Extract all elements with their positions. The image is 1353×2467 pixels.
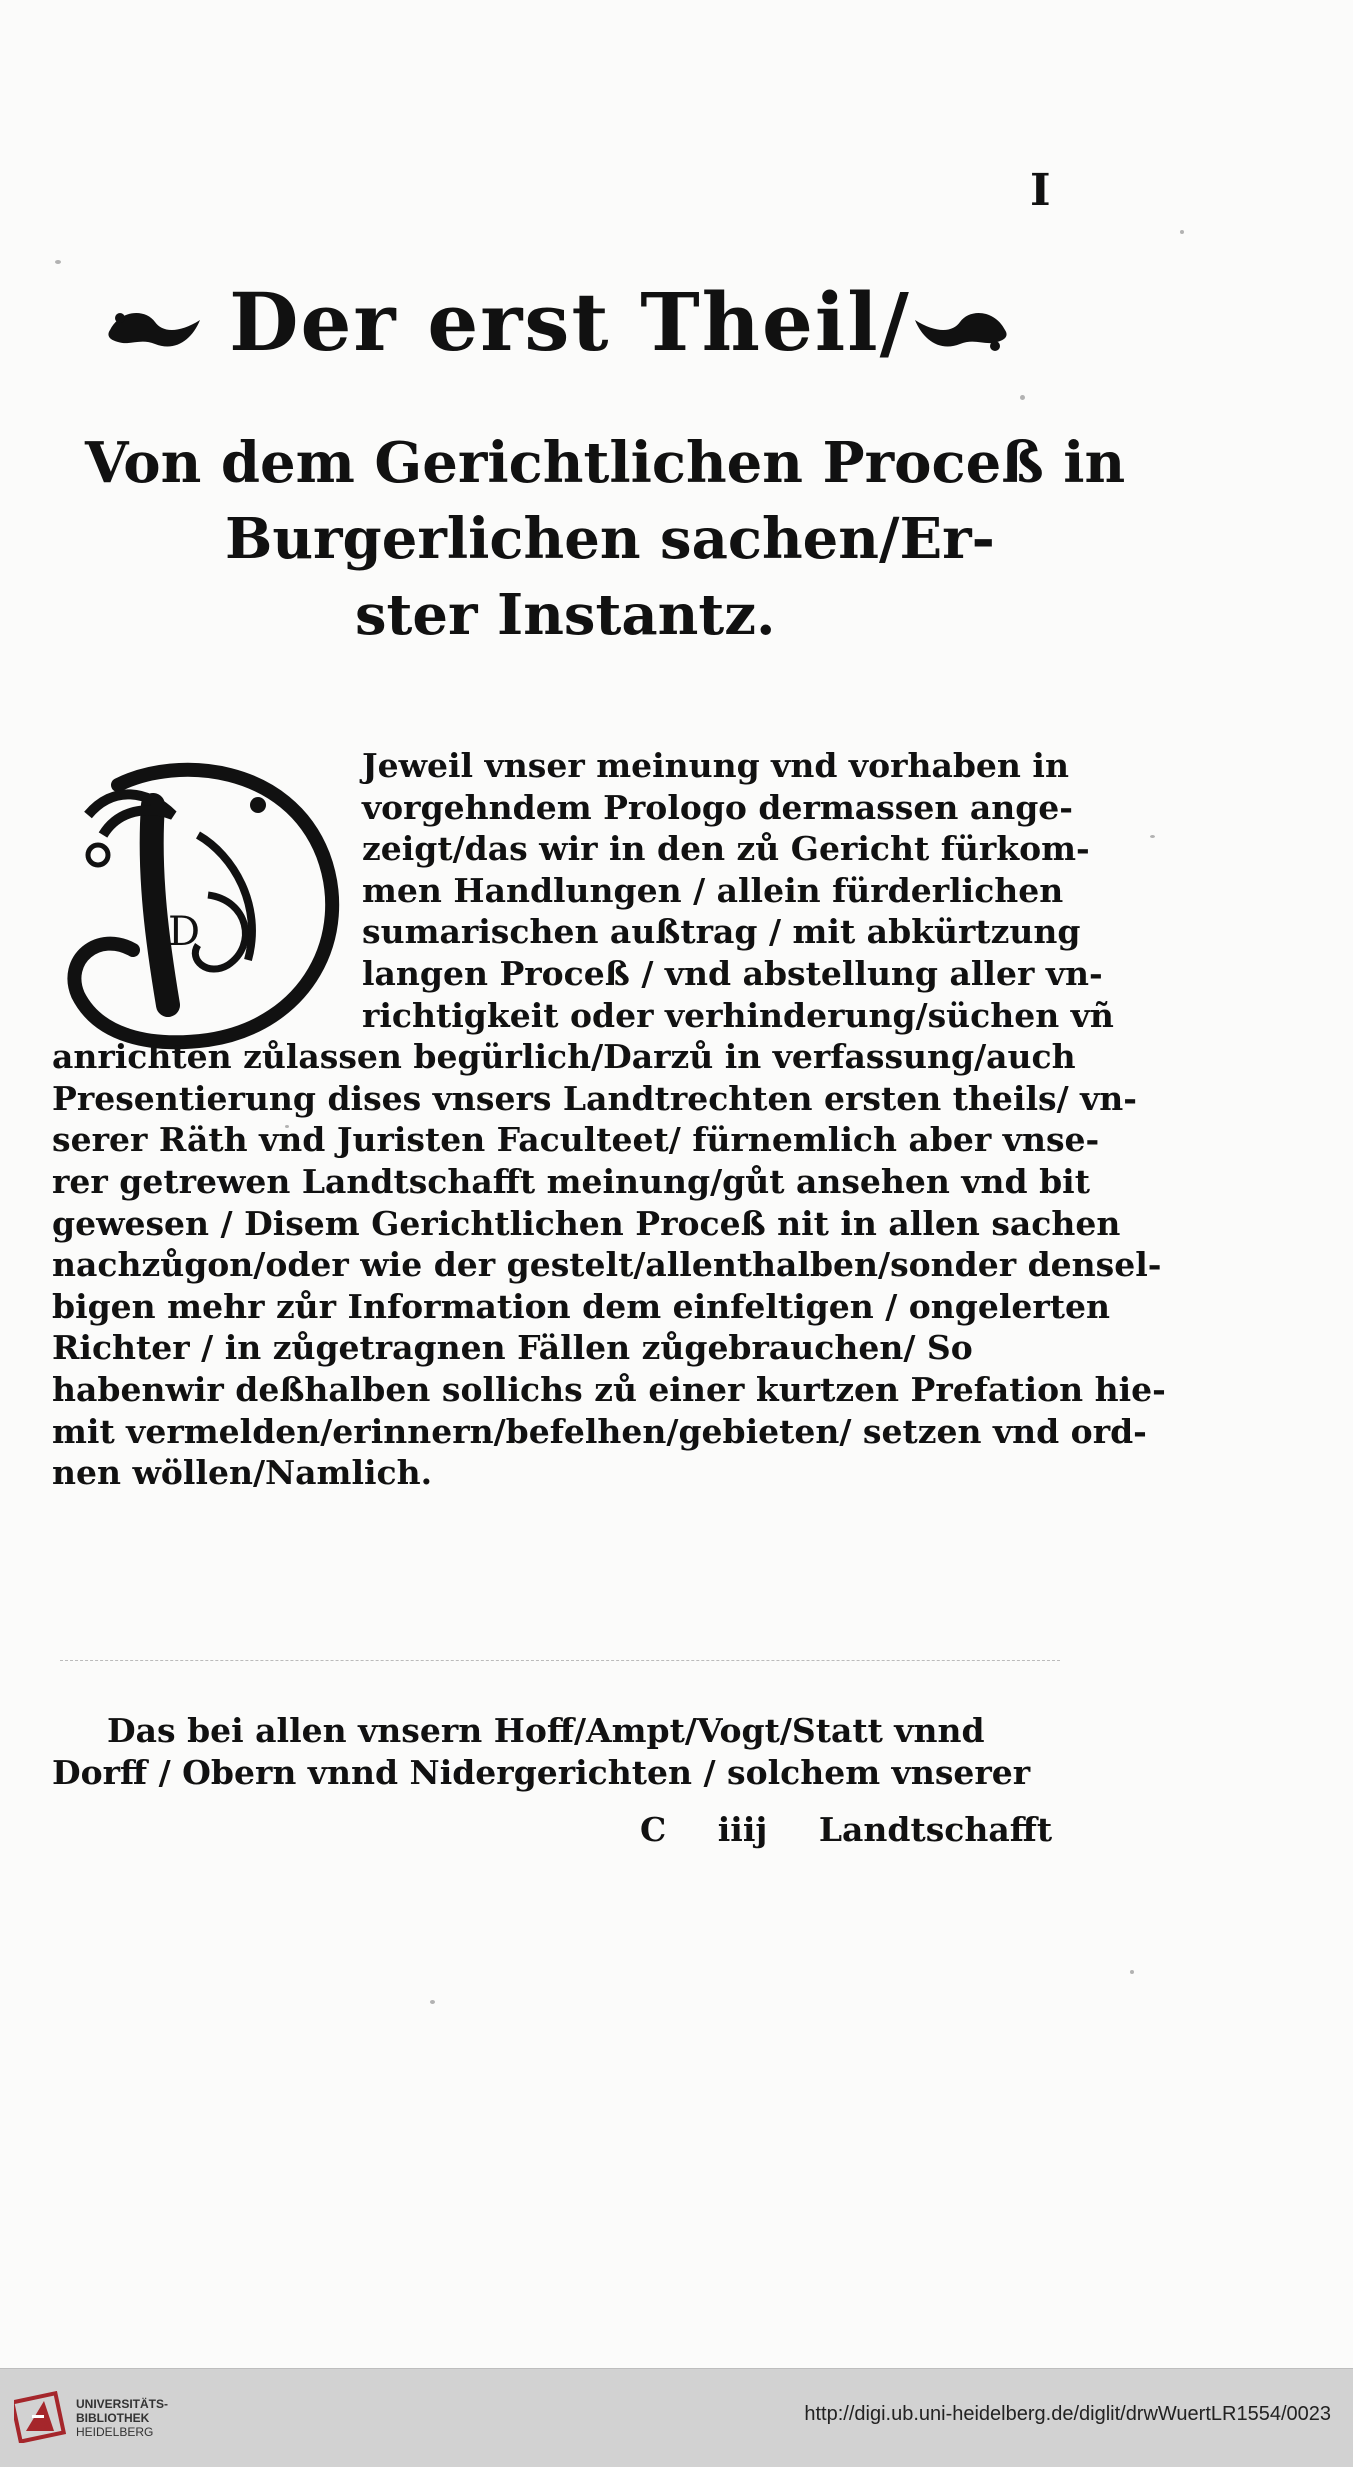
catchword: Landtschafft <box>818 1810 1053 1849</box>
scan-speck <box>1180 230 1184 234</box>
text-line: nachzůgon/oder wie der gestelt/allenthalben/sonder densel- <box>52 1245 1162 1285</box>
text-line: Jeweil vnser meinung vnd vorhaben in <box>362 746 1069 785</box>
text-line: zeigt/das wir in den zů Gericht fürkom- <box>362 829 1090 869</box>
chapter-title: Der erst Theil/ <box>229 275 911 369</box>
text-line: bigen mehr zůr Information dem einfeltigen / ongelerten <box>52 1286 1110 1326</box>
text-line: anrichten zůlassen begürlich/Darzů in verfassung/auch <box>52 1037 1076 1077</box>
text-line: habenwir deßhalben sollichs zů einer kurtzen Prefation hie- <box>52 1369 1166 1409</box>
text-line: gewesen / Disem Gerichtlichen Proceß nit in allen sachen <box>52 1203 1121 1243</box>
text-line: Das bei allen vnsern Hoff/Ampt/Vogt/Statt vnnd <box>107 1711 985 1750</box>
text-line: langen Proceß / vnd abstellung aller vn- <box>362 953 1103 993</box>
signature-line <box>640 1810 1052 1849</box>
text-line: serer Räth vnd Juristen Faculteet/ fürnemlich aber vnse- <box>52 1120 1100 1160</box>
subtitle-line: ster Instantz. <box>355 582 776 648</box>
scan-speck <box>55 260 61 264</box>
source-url[interactable]: http://digi.ub.uni-heidelberg.de/diglit/drwWuertLR1554/0023 <box>804 2403 1331 2425</box>
text-line: Dorff / Obern vnnd Nidergerichten / solchem vnserer <box>52 1753 1031 1792</box>
text-line: men Handlungen / allein fürderlichen <box>362 870 1064 910</box>
scan-speck <box>430 2000 435 2004</box>
scan-speck <box>1130 1970 1134 1974</box>
text-line: Presentierung dises vnsers Landtrechten ersten theils/ vn- <box>52 1078 1137 1118</box>
paragraph-2 <box>52 1710 1072 1794</box>
text-line: mit vermelden/erinnern/befelhen/gebieten/ setzen vnd ord- <box>52 1411 1147 1451</box>
library-name-line: BIBLIOTHEK <box>76 2411 150 2425</box>
text-line: nen wöllen/Namlich. <box>52 1453 433 1493</box>
paragraph-1 <box>52 745 1166 1494</box>
text-line: Richter / in zůgetragnen Fällen zůgebrauchen/ So <box>52 1328 973 1368</box>
subtitle-line: Burgerlichen sachen/Er- <box>225 506 995 572</box>
initial-letter: D <box>168 909 201 955</box>
scan-speck <box>1020 395 1025 400</box>
library-name-line: HEIDELBERG <box>76 2425 154 2439</box>
text-line: sumarischen außtrag / mit abkürtzung <box>362 912 1081 952</box>
text-line: vorgehndem Prologo dermassen ange- <box>362 787 1073 827</box>
library-name-line: UNIVERSITÄTS- <box>76 2397 169 2411</box>
chapter-subtitle <box>85 425 1126 653</box>
text-line: richtigkeit oder verhinderung/süchen vñ <box>362 995 1114 1035</box>
section-divider <box>60 1660 1060 1661</box>
university-library-logo-icon[interactable] <box>14 2391 66 2443</box>
page-number: I <box>1030 165 1051 216</box>
signature-numeral: iiij <box>717 1810 768 1849</box>
signature-letter: C <box>640 1810 667 1849</box>
library-name[interactable] <box>76 2397 168 2439</box>
scan-speck <box>1150 835 1155 838</box>
subtitle-line: Von dem Gerichtlichen Proceß in <box>85 430 1126 496</box>
right-fleuron-icon <box>905 300 1015 360</box>
text-line: rer getrewen Landtschafft meinung/gůt ansehen vnd bit <box>52 1161 1090 1201</box>
footer-bar <box>0 2368 1353 2467</box>
